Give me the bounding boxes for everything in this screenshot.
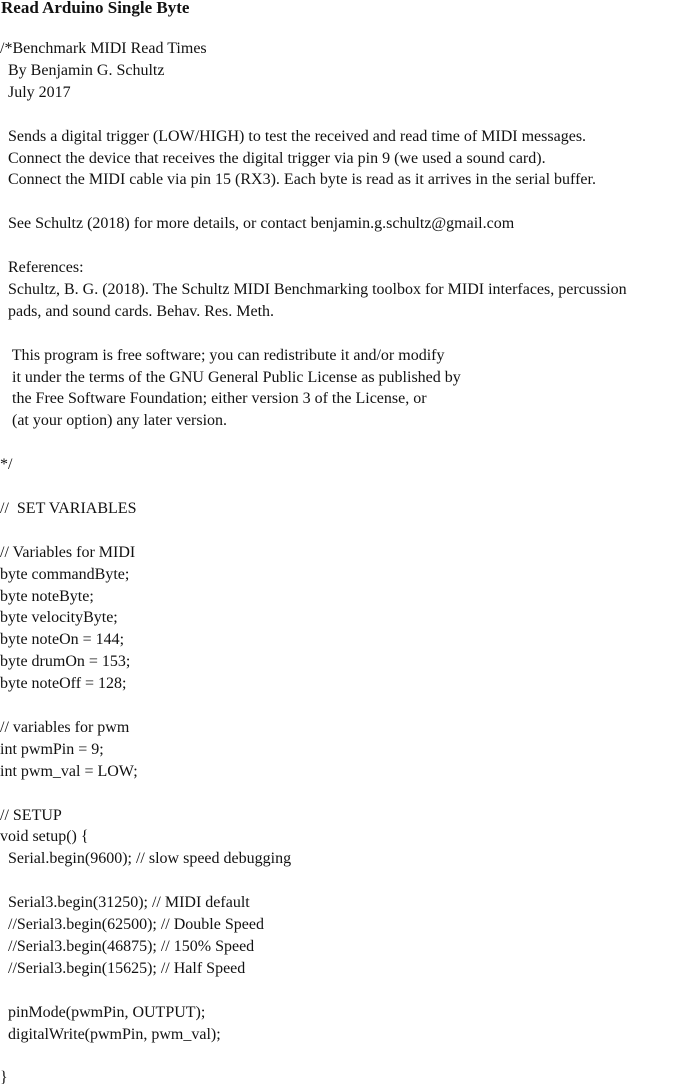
code-line: pinMode(pwmPin, OUTPUT);: [0, 1003, 206, 1021]
code-line: //Serial3.begin(15625); // Half Speed: [0, 959, 246, 977]
code-line: Connect the device that receives the digital trigger via pin 9 (we used a sound card).: [0, 149, 546, 167]
code-line: //Serial3.begin(62500); // Double Speed: [0, 916, 264, 933]
code-line: byte noteOn = 144;: [0, 631, 125, 649]
code-line: Connect the MIDI cable via pin 15 (RX3). Each byte is read as it arrives in the serial buffer.: [0, 171, 596, 189]
code-line: it under the terms of the GNU General Public License as published by: [0, 368, 461, 386]
code-line: This program is free software; you can redistribute it and/or modify: [0, 346, 445, 364]
code-line: References:: [0, 259, 84, 276]
code-line: See Schultz (2018) for more details, or contact benjamin.g.schultz@gmail.com: [0, 215, 515, 233]
code-line: void setup() {: [0, 828, 89, 846]
code-line: /*Benchmark MIDI Read Times: [0, 40, 207, 57]
code-line: byte commandByte;: [0, 565, 130, 583]
code-line: (at your option) any later version.: [0, 412, 228, 430]
code-line: the Free Software Foundation; either version 3 of the License, or: [0, 390, 427, 408]
code-line: Serial3.begin(31250); // MIDI default: [0, 894, 250, 912]
code-line: July 2017: [0, 83, 71, 101]
code-line: */: [0, 456, 13, 474]
code-line: Sends a digital trigger (LOW/HIGH) to test the received and read time of MIDI messages.: [0, 127, 587, 145]
code-line: Schultz, B. G. (2018). The Schultz MIDI Benchmarking toolbox for MIDI interfaces, percussion: [0, 280, 627, 298]
code-line: // SET VARIABLES: [0, 499, 137, 517]
document-title: Read Arduino Single Byte: [1, 0, 190, 17]
code-line: Serial.begin(9600); // slow speed debugging: [0, 850, 292, 868]
code-line: byte noteOff = 128;: [0, 675, 127, 693]
code-line: // Variables for MIDI: [0, 543, 136, 561]
code-line: //Serial3.begin(46875); // 150% Speed: [0, 937, 255, 955]
code-line: byte velocityByte;: [0, 609, 118, 627]
code-line: byte drumOn = 153;: [0, 653, 131, 671]
code-line: byte noteByte;: [0, 587, 94, 605]
code-line: int pwmPin = 9;: [0, 740, 104, 758]
code-line: // variables for pwm: [0, 718, 130, 736]
code-line: digitalWrite(pwmPin, pwm_val);: [0, 1025, 221, 1043]
code-line: By Benjamin G. Schultz: [0, 61, 165, 79]
code-line: int pwm_val = LOW;: [0, 762, 138, 780]
code-line: }: [0, 1069, 8, 1087]
code-line: pads, and sound cards. Behav. Res. Meth.: [0, 302, 275, 320]
code-line: // SETUP: [0, 806, 62, 824]
